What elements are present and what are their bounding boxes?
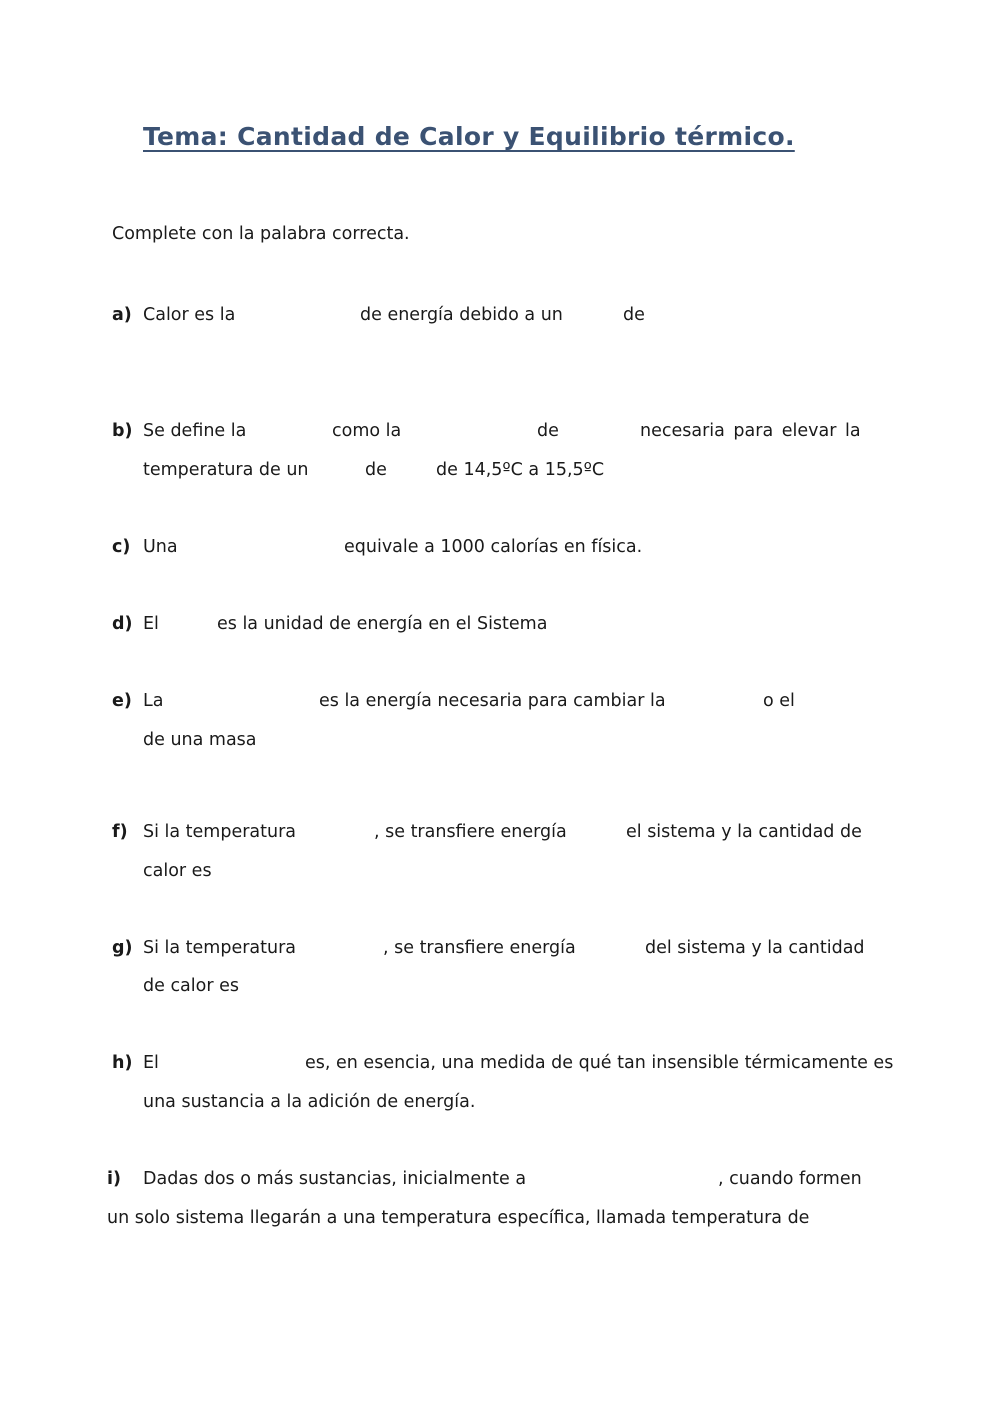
blank-g-3[interactable] [244,974,364,998]
item-f-text-3: el sistema y la cantidad de [626,822,862,842]
item-a-text-2: de energía debido a un [360,305,563,325]
item-f-text-4: calor es [143,861,212,881]
item-b-text-3: de [537,421,559,441]
item-f-text-2: , se transfiere energía [374,822,567,842]
item-f-text-1: Si la temperatura [143,822,297,842]
blank-e-3[interactable] [800,689,852,713]
item-a-text-3: de [623,305,645,325]
item-b-text-7: de 14,5ºC a 15,5ºC [436,460,605,480]
blank-i-2[interactable] [780,1206,860,1230]
blank-g-1[interactable] [302,936,378,960]
blank-i-1[interactable] [518,1167,710,1191]
item-b-text-4: necesaria para elevar la [640,421,861,441]
item-h-text-3: una sustancia a la adición de energía. [143,1092,476,1112]
item-b-text-6: de [365,460,387,480]
item-g-text-3: del sistema y la cantidad [645,938,865,958]
item-h-text-2: es, en esencia, una medida de qué tan insensible térmicamente es [305,1053,894,1073]
item-i-label: i) [107,1169,121,1189]
item-a-label: a) [112,305,132,325]
item-g-text-1: Si la temperatura [143,938,297,958]
item-i-text-1: Dadas dos o más sustancias, inicialmente a [143,1169,527,1189]
item-d-text-1: El [143,614,159,634]
item-e-text-2: es la energía necesaria para cambiar la [319,691,666,711]
item-e-text-4: de una masa [143,730,257,750]
item-h-text-1: El [143,1053,159,1073]
blank-f-2[interactable] [574,820,620,844]
blank-f-1[interactable] [302,820,370,844]
blank-e-2[interactable] [654,689,756,713]
blank-d-2[interactable] [540,612,700,636]
blank-e-1[interactable] [170,689,312,713]
item-c-label: c) [112,537,131,557]
blank-f-3[interactable] [218,859,338,883]
blank-b-4[interactable] [305,458,359,482]
blank-b-3[interactable] [566,419,634,443]
blank-g-2[interactable] [584,936,638,960]
item-b-text-1: Se define la [143,421,247,441]
item-e-text-3: o el [763,691,795,711]
item-h-label: h) [112,1053,133,1073]
blank-h-1[interactable] [166,1051,298,1075]
item-e-label: e) [112,691,132,711]
item-b-label: b) [112,421,133,441]
item-g-text-2: , se transfiere energía [383,938,576,958]
item-d-label: d) [112,614,133,634]
blank-a-2[interactable] [560,303,616,327]
blank-c-1[interactable] [182,535,338,559]
item-b-text-5: temperatura de un [143,460,309,480]
item-e-text-1: La [143,691,164,711]
blank-b-1[interactable] [262,419,326,443]
blank-b-2[interactable] [408,419,530,443]
item-c-text-1: Una [143,537,178,557]
blank-a-1[interactable] [240,303,352,327]
item-d-text-2: es la unidad de energía en el Sistema [217,614,548,634]
instruction-text: Complete con la palabra correcta. [112,224,410,244]
item-g-label: g) [112,938,133,958]
item-g-text-4: de calor es [143,976,239,996]
blank-a-3[interactable] [652,303,852,327]
blank-d-1[interactable] [166,612,210,636]
item-a-text-1: Calor es la [143,305,236,325]
item-i-text-2: , cuando formen [718,1169,862,1189]
item-i-text-3: un solo sistema llegarán a una temperatura específica, llamada temperatura de [107,1208,810,1228]
item-b-text-2: como la [332,421,402,441]
item-c-text-2: equivale a 1000 calorías en física. [344,537,643,557]
item-f-label: f) [112,822,128,842]
blank-b-5[interactable] [390,458,430,482]
worksheet-title: Tema: Cantidad de Calor y Equilibrio térmico. [143,122,795,151]
